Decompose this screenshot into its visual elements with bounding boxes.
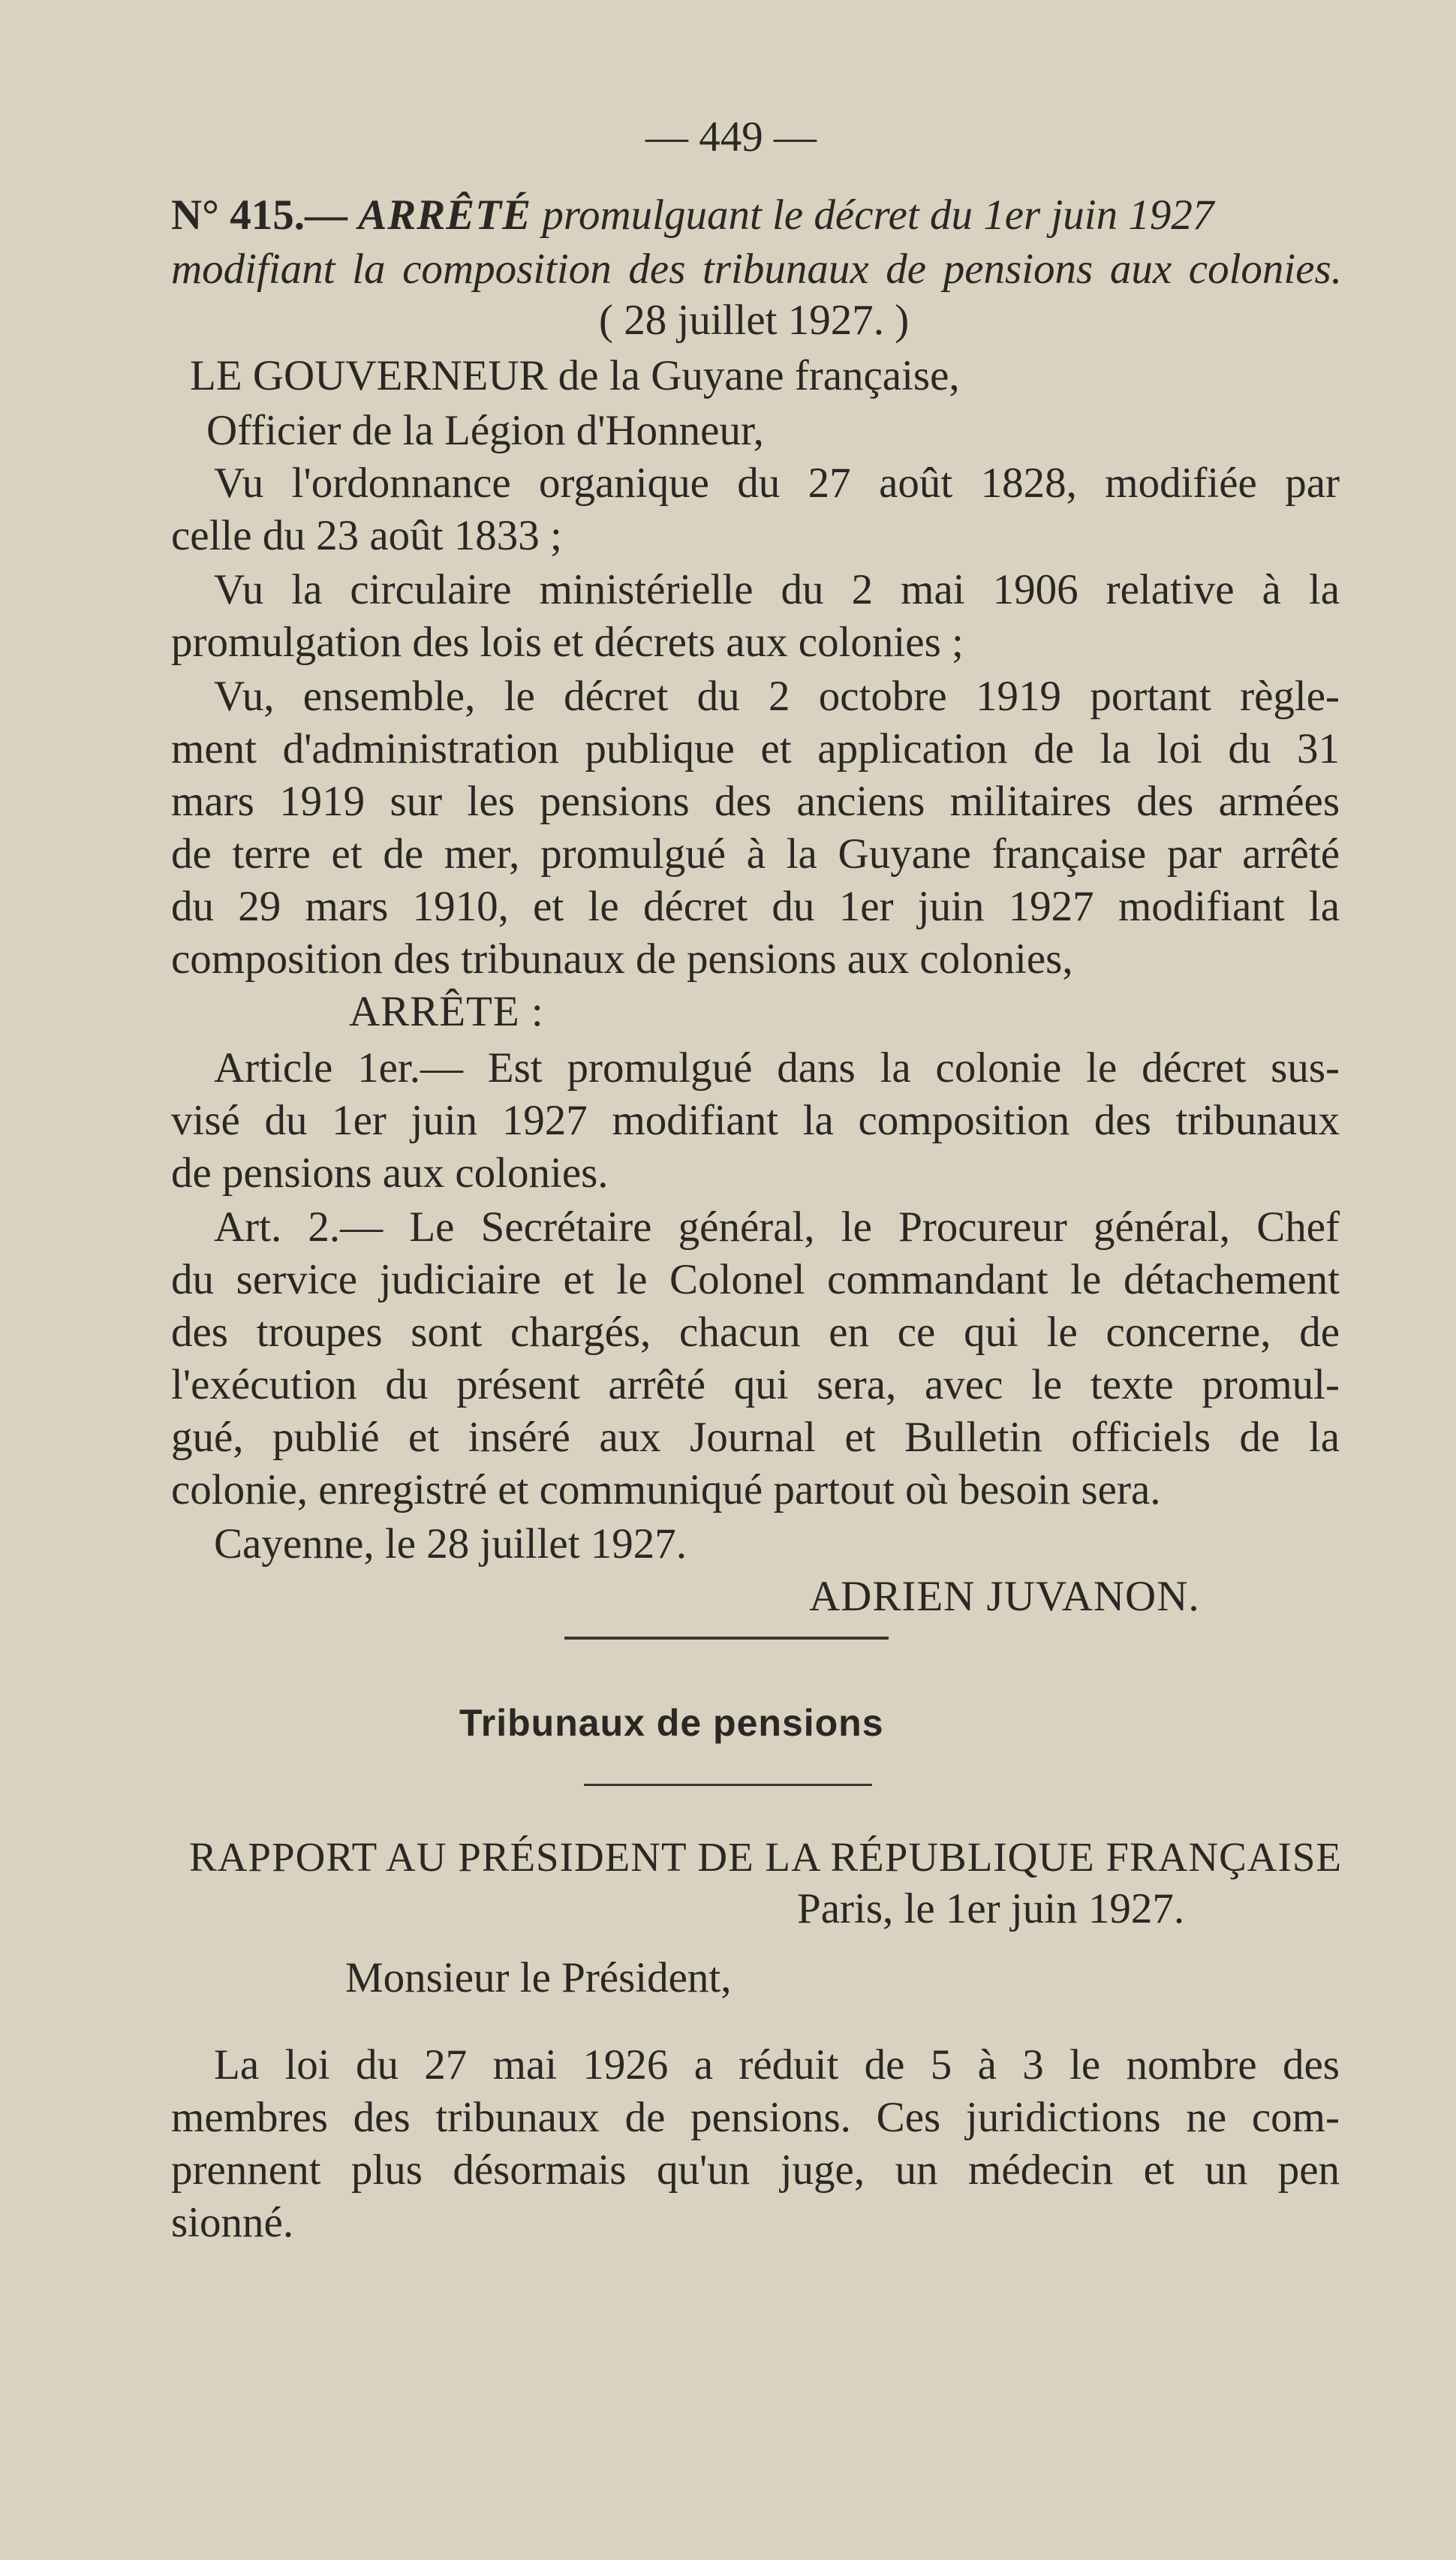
article-2-line: l'exécution du présent arrêté qui sera, avec le texte promul- [171, 1361, 1340, 1408]
body-line: Vu la circulaire ministérielle du 2 mai 1906 relative à la [214, 566, 1340, 613]
report-line: prennent plus désormais qu'un juge, un médecin et un pen [171, 2146, 1340, 2194]
governor-line: LE GOUVERNEUR de la Guyane française, [190, 352, 960, 399]
report-place-date: Paris, le 1er juin 1927. [797, 1885, 1185, 1932]
body-line: composition des tribunaux de pensions aux colonies, [171, 935, 1073, 983]
article-1-line: Article 1er.— Est promulgué dans la colonie le décret sus- [214, 1044, 1340, 1092]
report-salutation: Monsieur le Président, [345, 1954, 732, 2001]
body-line: celle du 23 août 1833 ; [171, 512, 562, 559]
body-line: mars 1919 sur les pensions des anciens militaires des armées [171, 778, 1340, 825]
decree-title-line-2: modifiant la composition des tribunaux de pensions aux colonies. [171, 245, 1342, 293]
section-title-rule [584, 1784, 872, 1786]
body-line: de terre et de mer, promulgué à la Guyane française par arrêté [171, 830, 1340, 878]
report-line: La loi du 27 mai 1926 a réduit de 5 à 3 le nombre des [214, 2041, 1340, 2089]
report-heading: RAPPORT AU PRÉSIDENT DE LA RÉPUBLIQUE FRANÇAISE [189, 1834, 1343, 1880]
report-line: membres des tribunaux de pensions. Ces juridictions ne com- [171, 2094, 1340, 2141]
arrete-heading: ARRÊTE : [349, 988, 544, 1035]
body-line: Vu l'ordonnance organique du 27 août 1828, modifiée par [214, 459, 1340, 507]
section-title: Tribunaux de pensions [459, 1702, 884, 1744]
article-2-line: des troupes sont chargés, chacun en ce qui le concerne, de [171, 1309, 1340, 1356]
decree-title-line-1 [171, 192, 1214, 239]
body-line: Vu, ensemble, le décret du 2 octobre 1919 portant règle- [214, 673, 1340, 720]
article-1-line: de pensions aux colonies. [171, 1149, 609, 1197]
article-1-line: visé du 1er juin 1927 modifiant la composition des tribunaux [171, 1097, 1340, 1144]
body-line: du 29 mars 1910, et le décret du 1er juin 1927 modifiant la [171, 883, 1340, 930]
page-number: — 449 — [645, 113, 817, 161]
officer-line: Officier de la Légion d'Honneur, [206, 407, 764, 454]
decree-date: ( 28 juillet 1927. ) [599, 297, 910, 344]
article-2-line: Art. 2.— Le Secrétaire général, le Procureur général, Chef [214, 1203, 1340, 1251]
decree-number: N° 415.— [171, 191, 359, 239]
article-2-line: gué, publié et inséré aux Journal et Bulletin officiels de la [171, 1414, 1340, 1461]
decree-arrete-label: ARRÊTÉ [358, 191, 532, 239]
report-line: sionné. [171, 2199, 294, 2246]
body-line: promulgation des lois et décrets aux colonies ; [171, 619, 964, 666]
separator-rule [564, 1637, 889, 1640]
signature: ADRIEN JUVANON. [809, 1573, 1200, 1620]
place-date-line: Cayenne, le 28 juillet 1927. [214, 1520, 687, 1568]
decree-title-rest: promulguant le décret du 1er juin 1927 [531, 191, 1214, 239]
article-2-line: colonie, enregistré et communiqué partout où besoin sera. [171, 1466, 1161, 1513]
article-2-line: du service judiciaire et le Colonel commandant le détachement [171, 1256, 1340, 1303]
body-line: ment d'administration publique et application de la loi du 31 [171, 725, 1340, 773]
